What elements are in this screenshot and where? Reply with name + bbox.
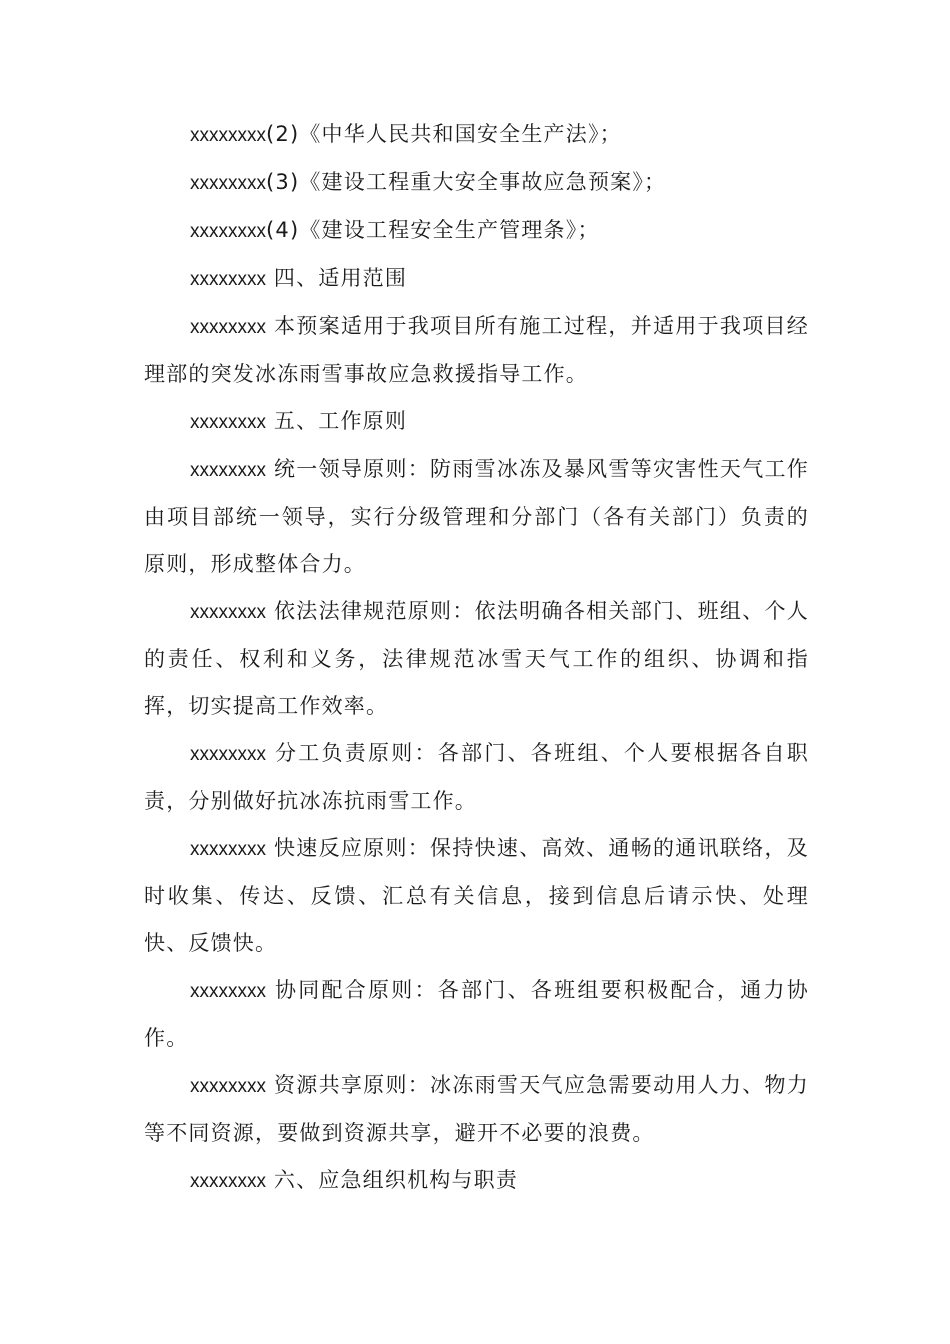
placeholder-prefix: xxxxxxxx xyxy=(190,269,266,290)
placeholder-prefix: xxxxxxxx xyxy=(190,412,266,433)
paragraph-text: 资源共享原则：冰冻雨雪天气应急需要动用人力、物力等不同资源，要做到资源共享，避开不必要的浪费。 xyxy=(144,1073,809,1145)
section-heading-principles xyxy=(144,398,809,446)
paragraph-text: 分工负责原则：各部门、各班组、个人要根据各自职责，分别做好抗冰冻抗雨雪工作。 xyxy=(144,741,809,813)
paragraph-text: 统一领导原则：防雨雪冰冻及暴风雪等灾害性天气工作由项目部统一领导，实行分级管理和分部门（各有关部门）负责的原则，形成整体合力。 xyxy=(144,457,809,576)
paragraph-scope xyxy=(144,303,809,398)
placeholder-prefix: xxxxxxxx xyxy=(190,173,266,194)
paragraph-law-3 xyxy=(144,159,809,207)
placeholder-prefix: xxxxxxxx xyxy=(190,744,266,765)
paragraph-legal-norms xyxy=(144,588,809,730)
paragraph-text: 四、适用范围 xyxy=(266,266,408,290)
placeholder-prefix: xxxxxxxx xyxy=(190,125,266,146)
paragraph-law-4 xyxy=(144,207,809,255)
placeholder-prefix: xxxxxxxx xyxy=(190,839,266,860)
paragraph-text: (4)《建设工程安全生产管理条》； xyxy=(266,218,600,242)
paragraph-law-2 xyxy=(144,111,809,159)
placeholder-prefix: xxxxxxxx xyxy=(190,317,266,338)
paragraph-resource-sharing xyxy=(144,1062,809,1157)
section-heading-organization xyxy=(144,1157,809,1205)
paragraph-text: 本预案适用于我项目所有施工过程，并适用于我项目经理部的突发冰冻雨雪事故应急救援指导工作。 xyxy=(144,314,809,386)
document-body xyxy=(144,111,809,1205)
paragraph-cooperation xyxy=(144,967,809,1062)
paragraph-division-of-labor xyxy=(144,730,809,825)
placeholder-prefix: xxxxxxxx xyxy=(190,460,266,481)
paragraph-text: 五、工作原则 xyxy=(266,409,408,433)
paragraph-rapid-response xyxy=(144,825,809,967)
placeholder-prefix: xxxxxxxx xyxy=(190,221,266,242)
placeholder-prefix: xxxxxxxx xyxy=(190,602,266,623)
section-heading-scope xyxy=(144,255,809,303)
placeholder-prefix: xxxxxxxx xyxy=(190,1076,266,1097)
placeholder-prefix: xxxxxxxx xyxy=(190,981,266,1002)
paragraph-text: (3)《建设工程重大安全事故应急预案》； xyxy=(266,170,667,194)
paragraph-text: 六、应急组织机构与职责 xyxy=(266,1168,519,1192)
paragraph-text: 快速反应原则：保持快速、高效、通畅的通讯联络，及时收集、传达、反馈、汇总有关信息，接到信息后请示快、处理快、反馈快。 xyxy=(144,836,809,955)
paragraph-text: 依法法律规范原则：依法明确各相关部门、班组、个人的责任、权利和义务，法律规范冰雪天气工作的组织、协调和指挥，切实提高工作效率。 xyxy=(144,599,809,718)
paragraph-text: 协同配合原则：各部门、各班组要积极配合，通力协作。 xyxy=(144,978,809,1050)
paragraph-unified-leadership xyxy=(144,446,809,588)
placeholder-prefix: xxxxxxxx xyxy=(190,1171,266,1192)
paragraph-text: (2)《中华人民共和国安全生产法》； xyxy=(266,122,622,146)
